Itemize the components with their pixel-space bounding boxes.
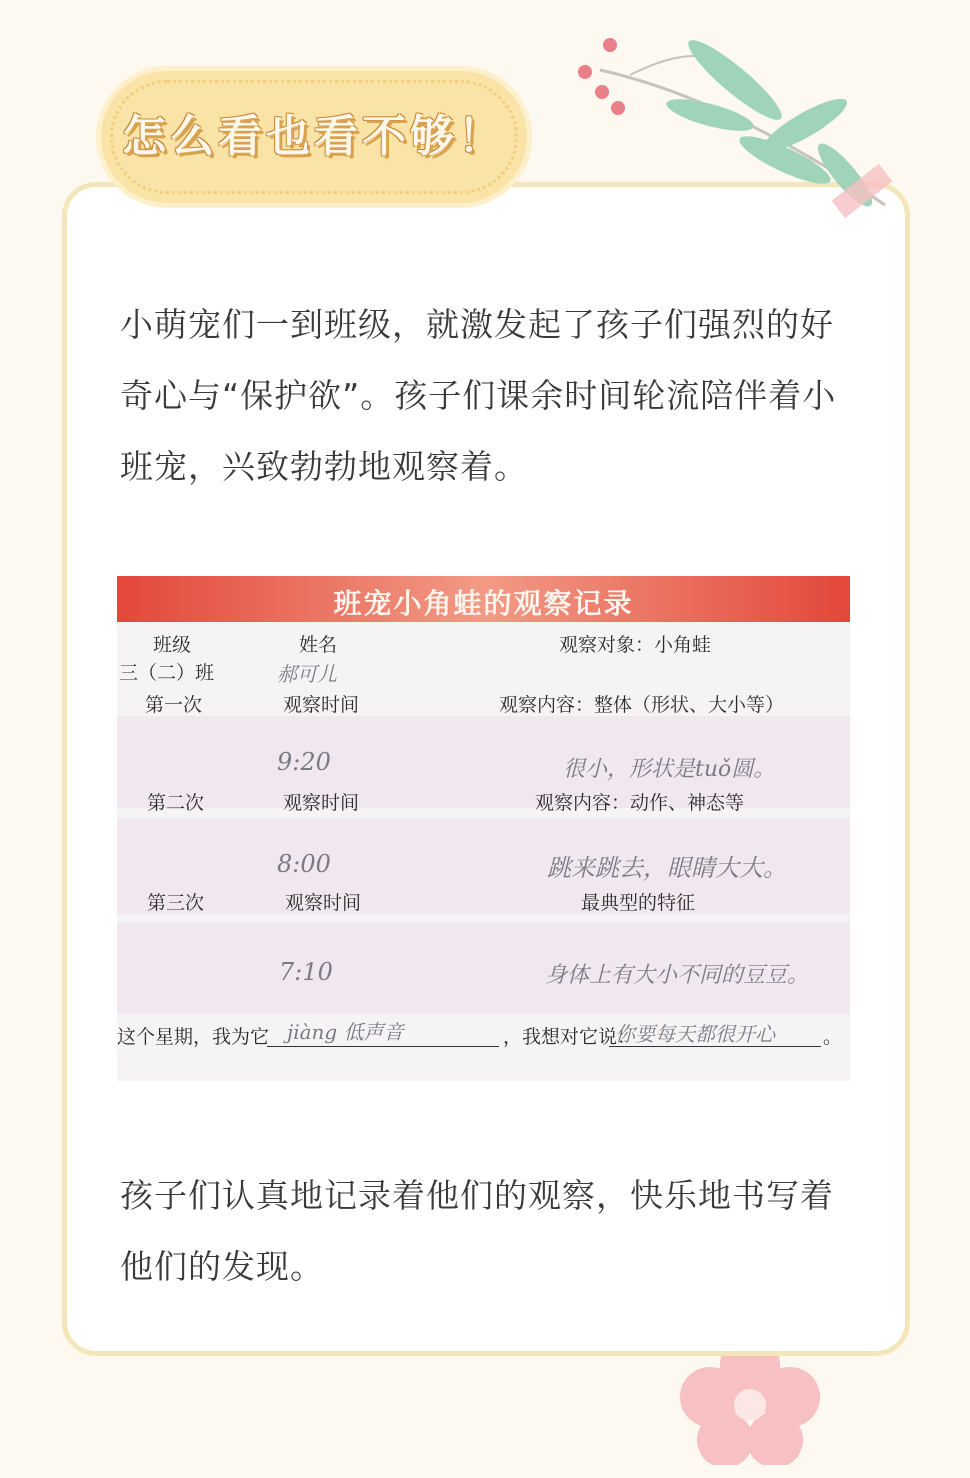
berry-icon [578,38,625,115]
time-label: 观察时间 [283,694,360,716]
time-value: 8:00 [277,850,331,878]
content-label: 最典型的特征 [581,892,696,914]
observation-record-sheet [117,576,850,1081]
content-value: 身体上有大小不同的豆豆。 [545,963,810,988]
name-label: 姓名 [299,634,338,656]
object-label: 观察对象：小角蛙 [559,634,712,656]
row-label: 第三次 [147,892,205,914]
outro-paragraph: 孩子们认真地记录着他们的观察，快乐地书写着他们的发现。 [120,1176,834,1286]
content-value: 很小，形状是tuǒ圆。 [563,757,776,782]
footer-message: 你要每天都很开心 [615,1022,775,1046]
content-label: 观察内容：动作、神态等 [535,792,745,814]
footer-underline [267,1046,499,1047]
footer-middle: ，我想对它说： [503,1026,637,1048]
page-title: 怎么看也看不够！ [122,111,506,162]
branch-icon [570,30,910,230]
sheet-title-bar [117,576,850,622]
footer-action: jiàng 低声音 [287,1020,404,1044]
content-value: 跳来跳去，眼睛大大。 [547,854,787,882]
time-value: 9:20 [277,748,331,776]
class-label: 班级 [153,634,192,656]
title-badge [96,66,532,208]
row-label: 第一次 [145,694,203,716]
row-label: 第二次 [147,792,205,814]
intro-paragraph: 小萌宠们一到班级，就激发起了孩子们强烈的好奇心与“保护欲”。孩子们课余时间轮流陪伴着小班宠，兴致勃勃地观察着。 [120,305,837,486]
content-label: 观察内容：整体（形状、大小等） [499,694,785,716]
footer-end: 。 [823,1026,843,1048]
time-value: 7:10 [279,958,333,986]
footer-underline [609,1046,821,1047]
time-label: 观察时间 [285,892,362,914]
time-label: 观察时间 [283,792,360,814]
sheet-title: 班宠小角蛙的观察记录 [333,587,634,620]
footer-prefix: 这个星期，我为它 [117,1026,270,1048]
class-value: 三（二）班 [119,662,215,684]
name-value: 郝可儿 [277,662,337,686]
